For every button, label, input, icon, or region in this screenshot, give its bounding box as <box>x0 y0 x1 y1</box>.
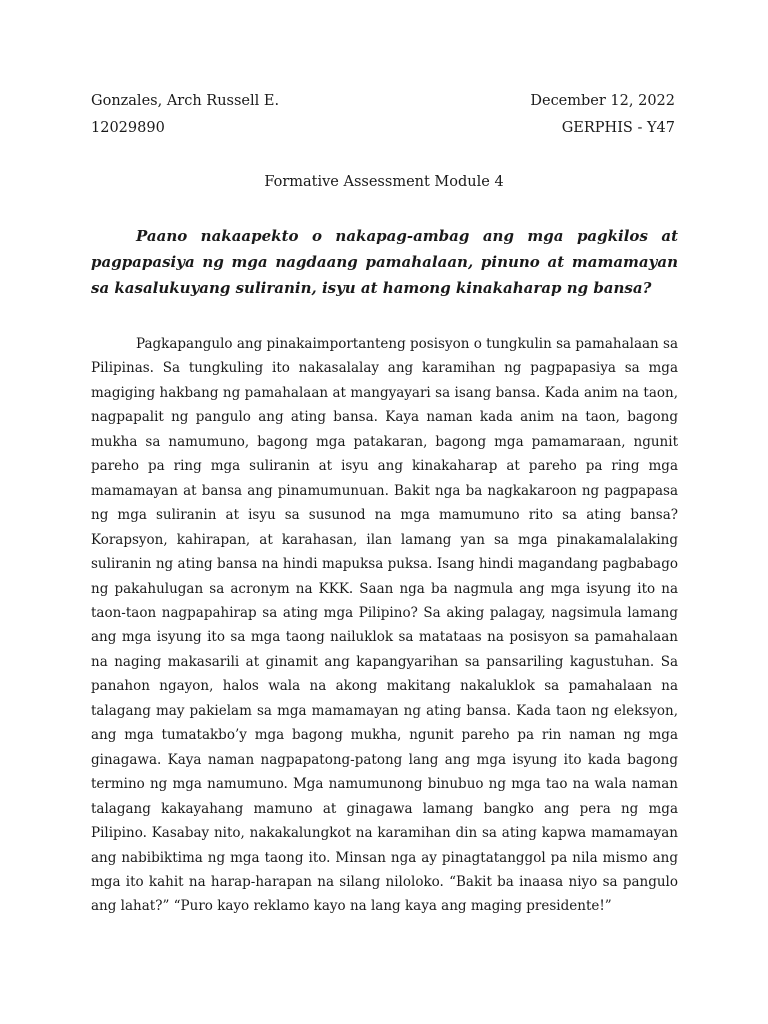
essay-question: Paano nakaapekto o nakapag-ambag ang mga pagkilos at pagpapasiya ng mga nagdaang pamahalaan, pinuno at mamamayan sa kasalukuyang suliranin, isyu at hamong kinakaharap ng bansa? <box>91 227 678 297</box>
document-date: December 12, 2022 <box>530 93 675 109</box>
essay-body: Pagkapangulo ang pinakaimportanteng posisyon o tungkulin sa pamahalaan sa Pilipinas. Sa tungkuling ito nakasalalay ang karamihan ng pagpapasiya sa mga magiging hakbang ng pamahalaan at mangyayari sa isang bansa. Kada anim na taon, nagpapalit ng pangulo ang ating bansa. Kaya naman kada anim na taon, bagong mukha sa namumuno, bagong mga patakaran, bagong mga pamamaraan, ngunit pareho pa ring mga suliranin at isyu ang kinakaharap at pareho pa ring mga mamamayan at bansa ang pinamumunuan. Bakit nga ba nagkakaroon ng pagpapasa ng mga suliranin at isyu sa susunod na mga mamumuno rito sa ating bansa? Korapsyon, kahirapan, at karahasan, ilan lamang yan sa mga pinakamalalaking suliranin ng ating bansa na hindi mapuksa puksa. Isang hindi magandang pagbabago ng pakahulugan sa acronym na KKK. Saan nga ba nagmula ang mga isyung ito na taon-taon nagpapahirap sa ating mga Pilipino? Sa aking palagay, nagsimula lamang ang mga isyung ito sa mga taong nailuklok sa matataas na posisyon sa pamahalaan na naging makasarili at ginamit ang kapangyarihan sa pansariling kagustuhan. Sa panahon ngayon, halos wala na akong makitang nakaluklok sa pamahalaan na talagang may pakielam sa mga mamamayan ng ating bansa. Kada taon ng eleksyon, ang mga tumatakbo’y mga bagong mukha, ngunit pareho pa rin naman ng mga ginagawa. Kaya naman nagpapatong-patong lang ang mga isyung ito kada bagong termino ng mga namumuno. Mga namumunong binubuo ng mga tao na wala naman talagang kakayahang mamuno at ginagawa lamang bangko ang pera ng mga Pilipino. Kasabay nito, nakakalungkot na karamihan din sa ating kapwa mamamayan ang nabibiktima ng mga taong ito. Minsan nga ay pinagtatanggol pa nila mismo ang mga ito kahit na harap-harapan na silang niloloko. “Bakit ba inaasa niyo sa pangulo ang lahat?” “Puro kayo reklamo kayo na lang kaya ang maging presidente!” <box>91 336 678 915</box>
header-row-2 <box>91 119 675 137</box>
course-code: GERPHIS - Y47 <box>561 120 675 136</box>
author-name: Gonzales, Arch Russell E. <box>91 93 280 109</box>
student-id: 12029890 <box>91 120 165 136</box>
document-title: Formative Assessment Module 4 <box>264 174 504 190</box>
header-row-1 <box>91 92 675 110</box>
